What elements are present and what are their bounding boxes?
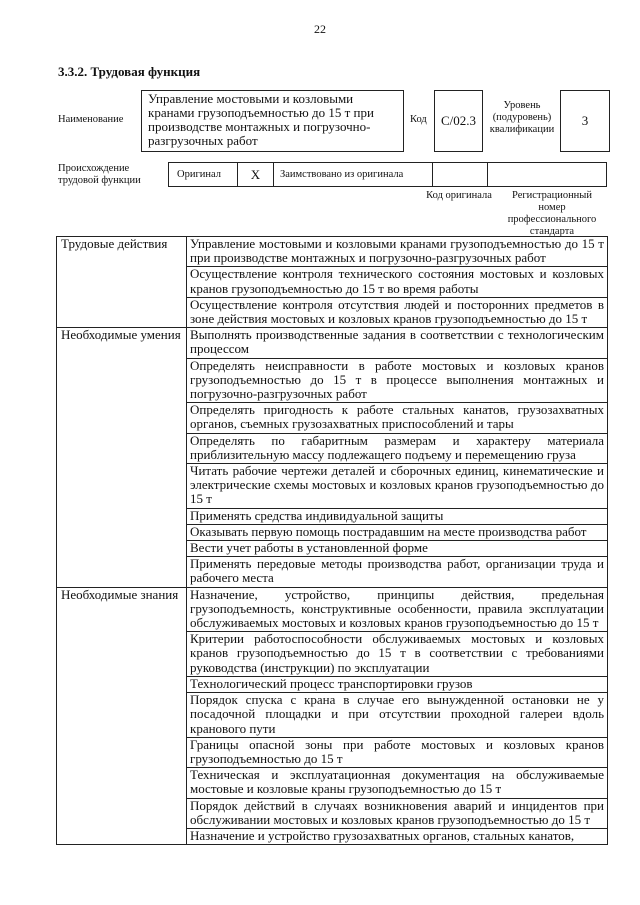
original-code-cell [432, 162, 488, 187]
original-cell [168, 162, 238, 187]
level-value: 3 [581, 113, 589, 128]
table-cell-item: Техническая и эксплуатационная документация на обслуживаемые мостовые и козловые краны грузоподъемностью до 15 т [187, 768, 608, 798]
table-cell-item: Осуществление контроля технического состояния мостовых и козловых кранов грузоподъемностью до 15 т во время работы [187, 267, 608, 297]
code-value: С/02.3 [440, 113, 477, 128]
table-cell-item: Выполнять производственные задания в соответствии с технологическим процессом [187, 328, 608, 358]
table-row [57, 237, 608, 267]
registration-number-cell [487, 162, 607, 187]
borrowed-label: Заимствовано из оригинала [280, 169, 404, 180]
original-mark: X [250, 166, 261, 182]
level-box [560, 90, 610, 152]
original-mark-cell [237, 162, 274, 187]
table-cell-item: Оказывать первую помощь пострадавшим на месте производства работ [187, 524, 608, 540]
table-cell-item: Управление мостовыми и козловыми кранами грузоподъемностью до 15 т при производстве монтажных и погрузочно-разгрузочных работ [187, 237, 608, 267]
table-row [57, 328, 608, 358]
table-row [57, 587, 608, 632]
table-cell-item: Порядок спуска с крана в случае его вынужденной остановки не у посадочной площадки и при отсутствии проходной галереи вдоль кранового пути [187, 693, 608, 738]
page-number: 22 [314, 22, 326, 36]
table-cell-item: Применять средства индивидуальной защиты [187, 508, 608, 524]
group-label: Необходимые умения [57, 328, 187, 587]
group-label: Трудовые действия [57, 237, 187, 328]
code-label: Код [410, 114, 427, 125]
group-label: Необходимые знания [57, 587, 187, 844]
table-cell-item: Технологический процесс транспортировки грузов [187, 676, 608, 692]
table-cell-item: Порядок действий в случаях возникновения аварий и инцидентов при обслуживании мостовых и козловых кранов грузоподъемностью до 15 т [187, 798, 608, 828]
borrowed-cell [273, 162, 433, 187]
function-name-value: Управление мостовыми и козловыми кранами грузоподъемностью до 15 т при производстве монтажных и погрузочно-разгрузочных работ [148, 91, 374, 148]
table-cell-item: Границы опасной зоны при работе мостовых и козловых кранов грузоподъемностью до 15 т [187, 737, 608, 767]
table-cell-item: Назначение и устройство грузозахватных органов, стальных канатов, [187, 828, 608, 844]
table-cell-item: Определять пригодность к работе стальных канатов, грузозахватных органов, съемных грузозахватных приспособлений и тары [187, 403, 608, 433]
table-cell-item: Критерии работоспособности обслуживаемых мостовых и козловых кранов грузоподъемностью до 15 т в соответствии с требованиями руководства (инструкции) по эксплуатации [187, 632, 608, 677]
original-label: Оригинал [177, 169, 221, 180]
registration-number-caption: Регистрационный номер профессионального стандарта [507, 190, 597, 237]
code-box [434, 90, 483, 152]
table-cell-item: Назначение, устройство, принципы действия, предельная грузоподъемность, конструктивные особенности, правила эксплуатации обслуживаемых мостовых и козловых кранов грузоподъемностью до 15 т [187, 587, 608, 632]
name-label: Наименование [58, 114, 124, 125]
function-details-table [56, 236, 608, 845]
table-body [57, 237, 608, 845]
table-cell-item: Определять неисправности в работе мостовых и козловых кранов грузоподъемностью до 15 т в процессе выполнения монтажных и погрузочно-разгрузочных работ [187, 358, 608, 403]
table-cell-item: Применять передовые методы производства работ, организации труда и рабочего места [187, 557, 608, 587]
original-code-caption: Код оригинала [426, 190, 492, 201]
function-name-box [141, 90, 404, 152]
table-cell-item: Осуществление контроля отсутствия людей и посторонних предметов в зоне действия мостовых и козловых кранов грузоподъемностью до 15 т [187, 297, 608, 327]
table-cell-item: Читать рабочие чертежи деталей и сборочных единиц, кинематические и электрические схемы мостовых и козловых кранов грузоподъемностью до 15 т [187, 464, 608, 509]
table-cell-item: Определять по габаритным размерам и характеру материала приблизительную массу подлежащего подъему и перемещению груза [187, 433, 608, 463]
section-heading: 3.3.2. Трудовая функция [58, 64, 201, 79]
table-cell-item: Вести учет работы в установленной форме [187, 541, 608, 557]
level-label: Уровень (подуровень) квалификации [489, 100, 555, 135]
origin-label: Происхождение трудовой функции [58, 163, 141, 186]
